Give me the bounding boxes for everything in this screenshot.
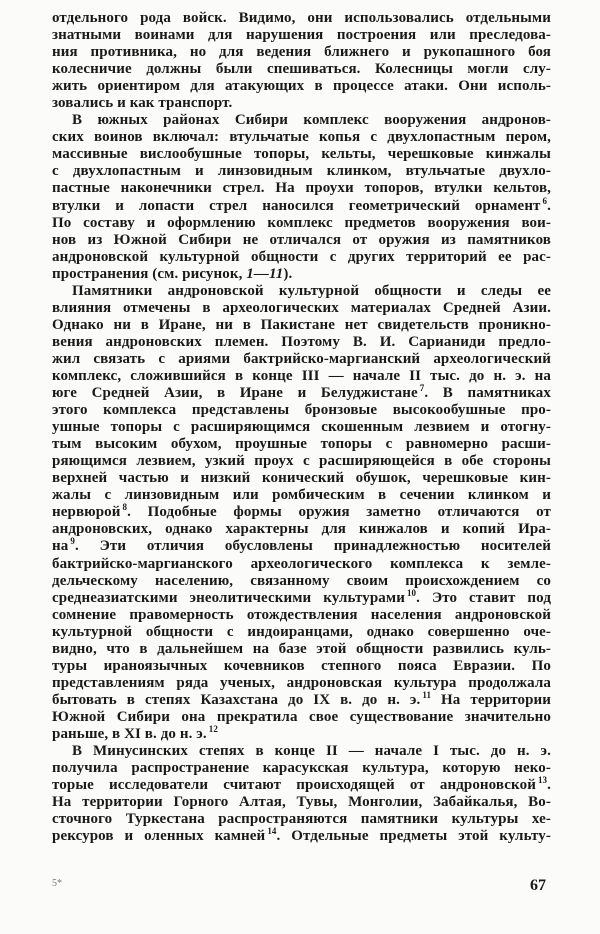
text-run: пространения (см. рисунок, [52,265,247,282]
text-line [52,723,551,743]
text-run: . В памятниках [424,385,551,402]
text-line [52,556,551,573]
text-run: вения андроновских племен. Поэтому В. И. Сарианиди предло- [52,333,551,350]
text-run: верхней частью и низкий конический обушок, черешковые кин- [52,470,551,487]
text-line [52,709,551,726]
text-run: андроновской культурной общности с других территорий ее рас- [52,248,551,265]
text-run: этого комплекса представлены бронзовые высокообушные про- [52,402,551,419]
text-line [52,828,551,845]
text-line [52,624,551,641]
text-line [52,334,551,351]
text-line [52,587,552,607]
text-run: На территории Горного Алтая, Тувы, Монголии, Забайкалья, Во- [52,794,551,811]
text-run: туры ираноязычных кочевников степного пояса Евразии. По [52,657,551,674]
text-line [52,232,551,249]
text-line [52,760,551,777]
text-line [52,266,551,283]
text-line [52,689,551,709]
text-line [52,180,551,197]
text-line [52,317,551,334]
text-run: бактрийско-маргианского археологического комплекса к земле- [52,555,551,572]
footnote-ref: 13 [537,775,548,786]
text-run: ских воинов включал: втульчатые копья с двухлопастным пером, [52,129,551,146]
text-run: ). [283,265,293,282]
text-line [52,10,551,27]
text-line [52,811,551,828]
text-run: В Минусинских степях в конце II — начале I тыс. до н. э. [72,743,551,760]
text-run: культурной общности с индоиранцами, однако совершенно оче- [52,623,551,640]
text-run: тым высоким обухом, проушные топоры с равномерно расши- [52,436,551,453]
text-run: В южных районах Сибири комплекс вооружения андронов- [72,112,551,129]
text-line [52,112,551,129]
text-line [52,504,551,521]
text-run: жить ориентиром для атакующих в процессе атаки. Они исполь- [52,78,551,95]
text-run: . Эти отличия обусловлены принадлежностью носителей [74,538,551,555]
text-line [52,538,551,555]
text-line [52,27,551,44]
text-run: раньше, в XI в. до н. э. [52,725,207,742]
text-line [52,129,551,146]
text-run: на [52,538,69,555]
text-run: сточного Туркестана распространяются памятники культуры хе- [52,811,551,828]
text-run: ряющимся лезвием, узкий проух с расширяющейся в обе стороны [52,453,551,470]
text-line [52,658,551,675]
text-run: Однако ни в Иране, ни в Пакистане нет свидетельств проникно- [52,316,551,333]
text-line [52,777,551,794]
text-line [52,283,551,300]
text-run: нервюрой [52,504,121,521]
text-line [52,61,551,78]
paragraph [52,283,551,743]
text-line [52,607,551,624]
text-run: Южной Сибири она прекратила свое существование значительно [52,708,551,725]
text-run: ушные топоры с расширяющимся скошенным лезвием и отогну- [52,419,551,436]
text-run: знатными воинами для нарушения построения или преследова- [52,27,551,44]
text-run: По составу и оформлению комплекс предметов вооружения вои- [52,214,551,231]
text-line [52,743,551,760]
text-line [52,78,551,95]
text-line [52,351,551,368]
text-run: . Это ставит под [416,589,552,606]
text-run: рексуров и оленных камней [52,828,266,845]
text-run: комплекс, сложившийся в конце III — начале II тыс. до н. э. на [52,367,551,384]
text-run: отдельного рода войск. Видимо, они использовались отдельными [52,10,551,26]
text-run: . [547,777,551,794]
footnote-ref: 6 [542,195,548,206]
footnote-ref: 11 [422,689,432,700]
text-run: сомнение правомерность отождествления населения андроновской [52,606,551,623]
text-run: юге Средней Азии, в Иране и Белуджистане [52,385,418,402]
text-line [52,146,551,163]
text-line [52,368,551,385]
text-run: жалы с линзовидным или ромбическим в сечении клинком и [52,487,551,504]
text-run: зовались и как транспорт. [52,95,233,112]
text-run: представлениям ряда ученых, андроновская культура продолжала [52,674,551,691]
text-run: дельческому населению, связанному своим происхождением со [52,572,551,589]
footnote-ref: 10 [406,587,417,598]
text-line [52,453,551,470]
page-body-text [52,10,551,845]
paragraph [52,112,551,282]
text-line [52,521,551,538]
text-line [52,215,551,232]
text-run: нов из Южной Сибири не отличался от оружия из памятников [52,231,551,248]
footnote-ref: 14 [267,826,277,837]
paragraph [52,10,551,112]
text-line [52,300,551,317]
text-run: получила распространение карасукская культура, которую неко- [52,760,551,777]
text-line [52,95,551,112]
page-number: 67 [530,877,546,894]
text-line [52,419,551,436]
text-line [52,470,551,487]
text-line [52,675,551,692]
text-run: . Подобные формы оружия заметно отличаются от [127,504,551,521]
text-run: ния противника, но для ведения ближнего и рукопашного боя [52,44,551,61]
text-run: торые исследователи считают происходящей от андроновской [52,777,536,794]
text-run: На территории [431,691,551,708]
text-run: колесничие должны были спешиваться. Колесницы могли слу- [52,61,551,78]
text-run: с двухлопастным и линзовидным клинком, втульчатые двухло- [52,163,551,180]
paragraph [52,743,551,845]
text-line [52,641,551,658]
footnote-ref: 8 [122,502,128,513]
text-run: массивные вислообушные топоры, кельты, черешковые кинжалы [52,146,551,163]
text-run: . Отдельные предметы этой культу- [276,828,552,845]
text-run: пастные наконечники стрел. На проухи топоров, втулки кельтов, [52,180,551,197]
text-line [52,436,551,453]
text-run: . [547,197,551,214]
text-run: среднеазиатскими энеолитическими культурами [52,589,405,606]
text-line [52,163,551,180]
footnote-ref: 9 [70,536,75,547]
text-line [52,44,551,61]
text-line [52,249,551,266]
text-run: Памятники андроновской культурной общности и следы ее [72,282,551,299]
text-line [52,385,551,402]
text-run: видно, что в дальнейшем на базе этой общности развились куль- [52,640,551,657]
figure-ref: 1—11 [246,265,284,282]
text-run: бытовать в степях Казахстана до IX в. до н. э. [52,691,421,708]
text-line [52,794,551,811]
text-run: жил связать с ариями бактрийско-маргианский археологический [52,350,551,367]
text-line [52,573,551,590]
footnote-ref: 12 [208,723,218,734]
text-line [52,402,551,419]
text-run: влияния отмечены в археологических материалах Средней Азии. [52,299,551,316]
footnote-ref: 7 [419,383,425,394]
text-run: андроновских, однако характерны для кинжалов и копий Ира- [52,521,551,538]
text-run: втулки и лопасти стрел наносился геометрический орнамент [52,197,541,214]
printer-signature-mark: 5* [52,878,62,889]
text-line [52,195,551,215]
